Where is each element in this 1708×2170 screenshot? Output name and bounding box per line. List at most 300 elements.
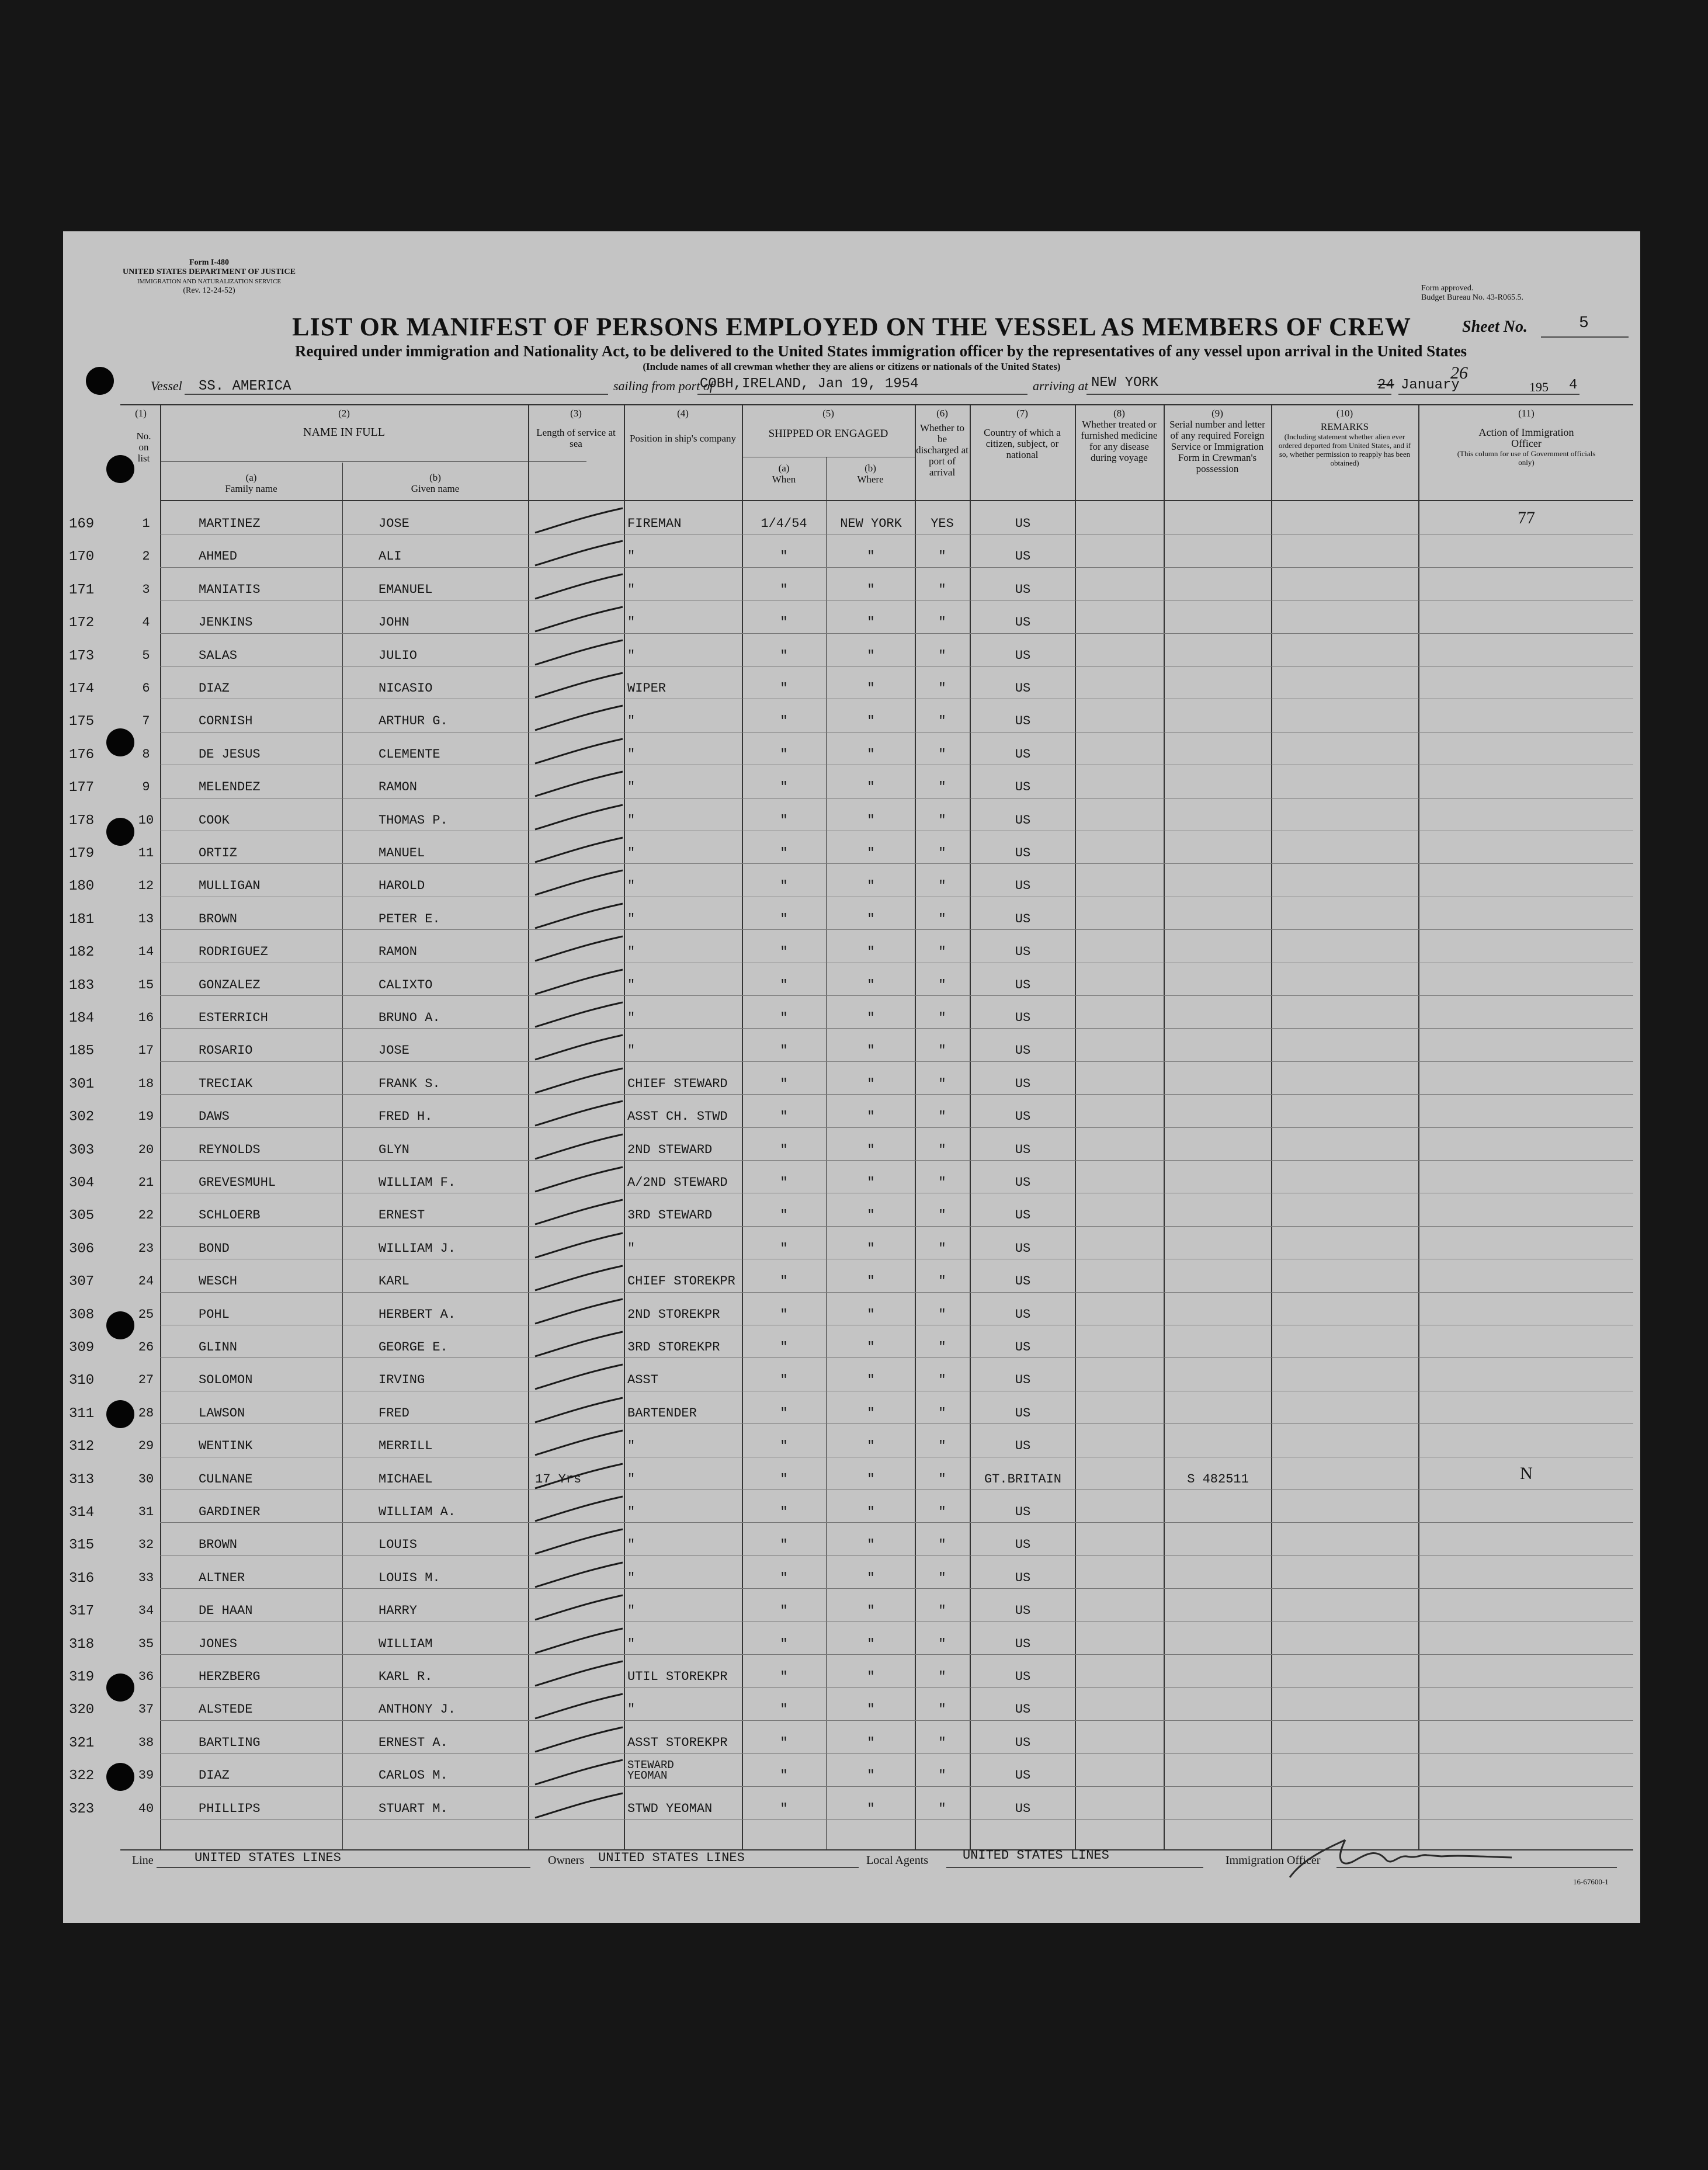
family-name: LAWSON [199,1405,245,1421]
col5-number: (5) [822,408,834,419]
shipped-when: " [780,1702,788,1717]
given-name: CARLOS M. [379,1768,448,1783]
owners-value: UNITED STATES LINES [598,1850,745,1865]
citizenship-country: US [1015,648,1031,663]
shipped-when: " [780,1274,788,1289]
ship-position: UTIL STOREKPR [627,1669,728,1684]
sailing-label: sailing from port of [613,379,713,393]
ship-position: " [627,911,636,926]
col2b-label: Given name [411,483,460,494]
discharged-flag: " [938,1636,946,1651]
ref-number: 304 [69,1175,95,1191]
list-number: 35 [138,1636,154,1651]
list-number: 30 [138,1471,154,1487]
given-name: ARTHUR G. [379,714,448,729]
arrival-month: January [1401,377,1460,393]
family-name: GLINN [199,1340,238,1355]
ref-number: 172 [69,615,95,631]
shipped-when: " [780,747,788,762]
list-number: 14 [138,945,154,960]
shipped-when: " [780,1307,788,1322]
shipped-when: " [780,1471,788,1487]
citizenship-country: US [1015,879,1031,894]
ref-number: 312 [69,1439,95,1455]
shipped-where: " [867,1011,875,1025]
list-number: 16 [138,1011,154,1025]
shipped-where: " [867,1768,875,1783]
discharged-flag: " [938,1439,946,1454]
family-name: ORTIZ [199,846,238,860]
ship-position: " [627,615,636,630]
line-value: UNITED STATES LINES [195,1850,341,1865]
list-number: 19 [138,1109,154,1124]
ship-position: " [627,1603,636,1619]
given-name: WILLIAM J. [379,1241,456,1256]
given-name: CALIXTO [379,977,433,992]
crew-row [63,1527,1640,1560]
col5a-number: (a) [778,463,790,474]
list-number: 3 [142,582,150,597]
arrival-day-handwritten: 26 [1450,363,1468,383]
family-name: POHL [199,1307,230,1322]
citizenship-country: US [1015,1801,1031,1816]
ref-number: 303 [69,1142,95,1158]
crew-row [63,1560,1640,1593]
citizenship-country: US [1015,1439,1031,1454]
family-name: DIAZ [199,681,230,696]
ship-position: " [627,714,636,729]
vessel-label: Vessel [151,379,182,393]
crew-row [63,1494,1640,1527]
citizenship-country: US [1015,1340,1031,1355]
col9-label: Serial number and letter of any required Foreign Service or Immigration Form in Crewman's possession [1169,419,1265,474]
discharged-flag: " [938,1011,946,1025]
col2b-number: (b) [429,472,441,483]
shipped-where: " [867,1439,875,1454]
crew-row [63,638,1640,671]
crew-row [63,1263,1640,1296]
ship-position: STWD YEOMAN [627,1801,713,1816]
sea-service: 17 Yrs [535,1471,582,1487]
citizenship-country: US [1015,549,1031,564]
binder-hole [106,1311,134,1339]
discharged-flag: " [938,582,946,597]
crew-row [63,1197,1640,1230]
discharged-flag: " [938,1801,946,1816]
shipped-when: " [780,1669,788,1684]
shipped-when: " [780,977,788,992]
list-number: 31 [138,1505,154,1519]
col3-number: (3) [570,408,582,419]
given-name: RAMON [379,780,418,795]
discharged-flag: " [938,681,946,696]
given-name: JOSE [379,516,409,531]
given-name: KARL R. [379,1669,433,1684]
shipped-when: " [780,1373,788,1388]
col2a-label: Family name [225,483,277,494]
ref-number: 323 [69,1801,95,1817]
shipped-when: " [780,1570,788,1585]
shipped-when: " [780,813,788,828]
citizenship-country: US [1015,747,1031,762]
list-number: 24 [138,1274,154,1289]
family-name: BROWN [199,911,238,926]
crew-row [63,1626,1640,1659]
shipped-where: " [867,1505,875,1519]
family-name: DE JESUS [199,747,261,762]
service-name: IMMIGRATION AND NATURALIZATION SERVICE [137,278,282,285]
discharged-flag: " [938,1043,946,1058]
shipped-where: " [867,1603,875,1619]
arrival-day-struck: 24 [1377,377,1394,393]
discharged-flag: " [938,1669,946,1684]
col8-number: (8) [1113,408,1125,419]
list-number: 12 [138,879,154,894]
col5a-label: When [772,474,796,485]
family-name: TRECIAK [199,1076,253,1091]
family-name: MANIATIS [199,582,261,597]
given-name: ERNEST A. [379,1735,448,1750]
crew-row [63,1231,1640,1263]
given-name: BRUNO A. [379,1011,440,1025]
ref-number: 174 [69,681,95,697]
shipped-where: " [867,582,875,597]
department-name: UNITED STATES DEPARTMENT OF JUSTICE [123,268,296,276]
discharged-flag: " [938,1109,946,1124]
family-name: AHMED [199,549,238,564]
shipped-where: " [867,1570,875,1585]
binder-hole [106,1400,134,1428]
crew-row [63,803,1640,835]
form-serial: S 482511 [1187,1471,1249,1487]
ref-number: 171 [69,582,95,598]
ref-number: 302 [69,1109,95,1126]
family-name: DIAZ [199,1768,230,1783]
citizenship-country: US [1015,945,1031,960]
discharged-flag: " [938,1505,946,1519]
given-name: WILLIAM [379,1636,433,1651]
shipped-where: " [867,1307,875,1322]
given-name: MICHAEL [379,1471,433,1487]
ship-position: 3RD STOREKPR [627,1340,720,1355]
citizenship-country: US [1015,1011,1031,1025]
ref-number: 305 [69,1208,95,1224]
crew-row [63,1099,1640,1131]
crew-row [63,1725,1640,1758]
ship-position: " [627,747,636,762]
citizenship-country: US [1015,714,1031,729]
shipped-when: " [780,1076,788,1091]
list-number: 11 [138,846,154,860]
form-revision: (Rev. 12-24-52) [183,286,235,295]
shipped-when: " [780,681,788,696]
manifest-title: LIST OR MANIFEST OF PERSONS EMPLOYED ON THE VESSEL AS MEMBERS OF CREW [292,313,1411,341]
list-number: 6 [142,681,150,696]
crew-row [63,703,1640,736]
ref-number: 322 [69,1768,95,1784]
discharged-flag: " [938,1768,946,1783]
citizenship-country: US [1015,516,1031,531]
ship-position: WIPER [627,681,666,696]
shipped-when: " [780,615,788,630]
discharged-flag: " [938,1241,946,1256]
discharged-flag: " [938,911,946,926]
given-name: RAMON [379,945,418,960]
citizenship-country: US [1015,1636,1031,1651]
shipped-where: " [867,549,875,564]
shipped-when: " [780,846,788,860]
ship-position: 2ND STEWARD [627,1142,713,1157]
family-name: CULNANE [199,1471,253,1487]
shipped-when: " [780,1109,788,1124]
shipped-when: " [780,1241,788,1256]
officer-label: Immigration Officer [1226,1854,1321,1867]
ship-position: " [627,648,636,663]
crew-row [63,1362,1640,1395]
ref-number: 175 [69,714,95,730]
ship-position: " [627,945,636,960]
shipped-when: " [780,1011,788,1025]
family-name: GREVESMUHL [199,1175,276,1190]
family-name: JENKINS [199,615,253,630]
list-number: 29 [138,1439,154,1454]
owners-label: Owners [548,1854,585,1867]
shipped-where: " [867,813,875,828]
shipped-where: " [867,1076,875,1091]
crew-row [63,506,1640,539]
discharged-flag: " [938,1373,946,1388]
shipped-when: " [780,1340,788,1355]
ship-position: " [627,1570,636,1585]
shipped-where: " [867,1471,875,1487]
citizenship-country: US [1015,813,1031,828]
shipped-when: " [780,549,788,564]
citizenship-country: US [1015,1373,1031,1388]
officer-signature [1266,1832,1594,1884]
given-name: KARL [379,1274,409,1289]
col3-label: Length of service at sea [536,427,616,449]
shipped-when: " [780,1175,788,1190]
ref-number: 307 [69,1274,95,1290]
given-name: ANTHONY J. [379,1702,456,1717]
shipped-where: " [867,615,875,630]
citizenship-country: US [1015,1076,1031,1091]
shipped-where: " [867,1109,875,1124]
ref-number: 170 [69,549,95,565]
shipped-when: " [780,648,788,663]
given-name: LOUIS M. [379,1570,440,1585]
col5-label: SHIPPED OR ENGAGED [768,428,888,440]
discharged-flag: " [938,714,946,729]
given-name: FRED [379,1405,409,1421]
binder-hole [106,1673,134,1702]
list-number: 15 [138,977,154,992]
shipped-where: " [867,1274,875,1289]
col5b-number: (b) [865,463,876,474]
crew-row [63,671,1640,703]
list-number: 40 [138,1801,154,1816]
col11-note: (This column for use of Government officials only) [1457,449,1596,467]
discharged-flag: " [938,780,946,795]
given-name: FRED H. [379,1109,433,1124]
discharged-flag: " [938,747,946,762]
crew-row [63,737,1640,769]
col2-number: (2) [338,408,350,419]
ship-position: " [627,1471,636,1487]
discharged-flag: YES [931,516,954,531]
binder-hole [106,1763,134,1791]
discharged-flag: " [938,977,946,992]
ship-position: CHIEF STOREKPR [627,1274,735,1289]
family-name: ROSARIO [199,1043,253,1058]
col1-number: (1) [135,408,147,419]
list-number: 17 [138,1043,154,1058]
discharged-flag: " [938,1735,946,1750]
approval-block [1421,284,1614,303]
crew-row [63,934,1640,967]
shipped-where: " [867,648,875,663]
ref-number: 316 [69,1570,95,1586]
ref-number: 311 [69,1405,95,1422]
shipped-when: 1/4/54 [761,516,807,531]
family-name: RODRIGUEZ [199,945,268,960]
col7-label: Country of which a citizen, subject, or national [984,427,1061,460]
citizenship-country: US [1015,846,1031,860]
given-name: JOSE [379,1043,409,1058]
ship-position: " [627,1505,636,1519]
citizenship-country: US [1015,1702,1031,1717]
list-number: 36 [138,1669,154,1684]
crew-row [63,1066,1640,1099]
ref-number: 320 [69,1702,95,1718]
binder-hole [86,367,114,395]
shipped-where: " [867,1735,875,1750]
crew-row [63,1692,1640,1724]
manifest-subtitle: Required under immigration and Nationality Act, to be delivered to the United States immigration officer by the representatives of any vessel upon arrival in the United States [294,342,1467,360]
vessel-name: SS. AMERICA [199,379,291,394]
shipped-when: " [780,1735,788,1750]
ship-position: " [627,879,636,894]
family-name: BOND [199,1241,230,1256]
shipped-where: " [867,846,875,860]
crew-row [63,769,1640,802]
officer-action: N [1520,1463,1533,1483]
ship-position: " [627,780,636,795]
service-check-mark [529,1787,629,1828]
budget-number: Budget Bureau No. 43-R065.5. [1421,293,1523,302]
ship-position: " [627,549,636,564]
given-name: GLYN [379,1142,409,1157]
form-number: Form I-480 [189,258,230,267]
discharged-flag: " [938,1274,946,1289]
discharged-flag: " [938,1537,946,1553]
form-header-block [116,258,303,296]
crew-row [63,1132,1640,1165]
ship-position: " [627,582,636,597]
discharged-flag: " [938,1405,946,1421]
ship-position: " [627,1439,636,1454]
ship-position: ASST CH. STWD [627,1109,728,1124]
list-number: 20 [138,1142,154,1157]
crew-row [63,868,1640,901]
officer-action: 77 [1518,508,1535,527]
col8-label: Whether treated or furnished medicine for any disease during voyage [1081,419,1158,463]
crew-row [63,1033,1640,1065]
given-name: IRVING [379,1373,425,1388]
shipped-where: " [867,1801,875,1816]
citizenship-country: US [1015,1241,1031,1256]
col6-number: (6) [936,408,948,419]
given-name: PETER E. [379,911,440,926]
shipped-when: " [780,1603,788,1619]
list-number: 26 [138,1340,154,1355]
sheet-label: Sheet No. [1462,318,1528,336]
ref-number: 308 [69,1307,95,1323]
family-name: SALAS [199,648,238,663]
col4-label: Position in ship's company [629,433,737,444]
crew-row [63,835,1640,868]
crew-row [63,539,1640,571]
discharged-flag: " [938,1603,946,1619]
ref-number: 180 [69,879,95,895]
ref-number: 181 [69,911,95,928]
ship-position: ASST STOREKPR [627,1735,728,1750]
line-label: Line [132,1854,154,1867]
given-name: ALI [379,549,402,564]
list-number: 5 [142,648,150,663]
arriving-label: arriving at [1033,379,1088,393]
crew-row [63,1297,1640,1329]
crew-row [63,605,1640,637]
sheet-number: 5 [1579,314,1589,332]
agents-value: UNITED STATES LINES [963,1848,1109,1863]
given-name: GEORGE E. [379,1340,448,1355]
citizenship-country: US [1015,1570,1031,1585]
discharged-flag: " [938,945,946,960]
family-name: CORNISH [199,714,253,729]
citizenship-country: US [1015,1175,1031,1190]
shipped-when: " [780,582,788,597]
list-number: 33 [138,1570,154,1585]
citizenship-country: US [1015,1537,1031,1553]
ref-number: 317 [69,1603,95,1620]
list-number: 9 [142,780,150,795]
shipped-when: " [780,1505,788,1519]
ref-number: 178 [69,813,95,829]
shipped-where: " [867,1405,875,1421]
shipped-when: " [780,1768,788,1783]
crew-row [63,1428,1640,1461]
ship-position: " [627,1702,636,1717]
discharged-flag: " [938,1208,946,1223]
crew-row [63,1165,1640,1197]
shipped-when: " [780,1636,788,1651]
crew-row [63,967,1640,1000]
list-number: 22 [138,1208,154,1223]
citizenship-country: US [1015,911,1031,926]
shipped-where: " [867,1241,875,1256]
col10-label: REMARKS [1320,421,1369,432]
citizenship-country: US [1015,1109,1031,1124]
ref-number: 173 [69,648,95,664]
shipped-when: " [780,1043,788,1058]
ship-position: FIREMAN [627,516,682,531]
list-number: 21 [138,1175,154,1190]
family-name: DE HAAN [199,1603,253,1619]
citizenship-country: US [1015,1208,1031,1223]
agents-label: Local Agents [866,1854,929,1867]
col10-note: (Including statement whether alien ever ordered deported from United States, and if so, whether permission to reapply has been obtained) [1278,432,1411,467]
